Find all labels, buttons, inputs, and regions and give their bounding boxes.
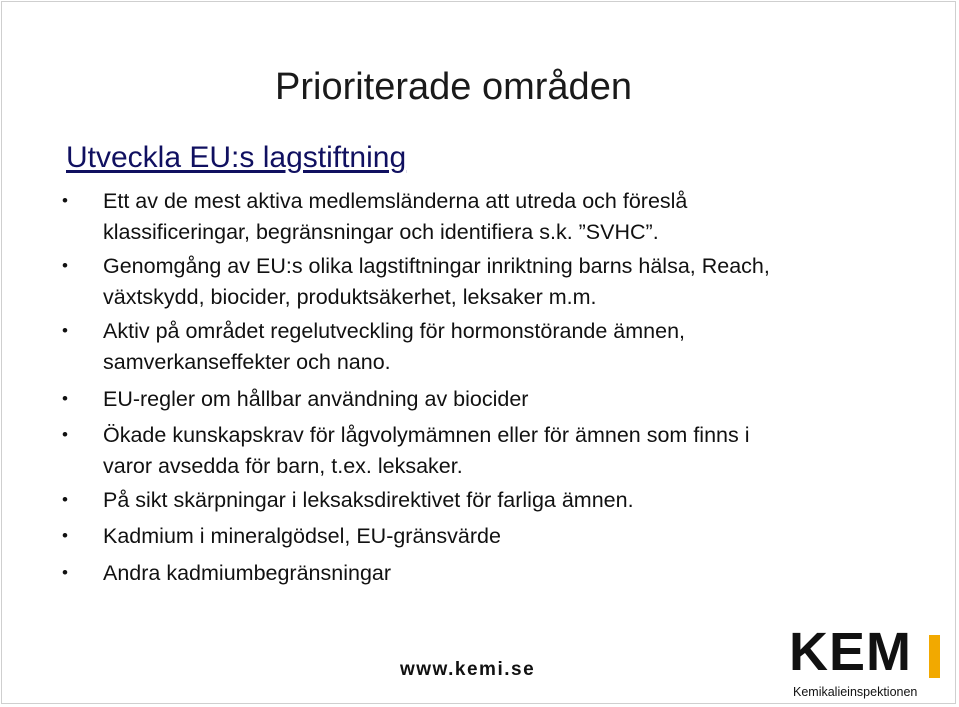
logo-subtitle: Kemikalieinspektionen (793, 685, 918, 699)
bullet-text-line: klassificeringar, begränsningar och identifiera s.k. ”SVHC”. (103, 219, 659, 244)
bullet-marker: • (62, 490, 68, 509)
bullet-text-line: Kadmium i mineralgödsel, EU-gränsvärde (103, 524, 501, 548)
bullet-text-line: Ökade kunskapskrav för lågvolymämnen eller för ämnen som finns i (103, 423, 750, 447)
slide-title: Prioriterade områden (275, 66, 632, 108)
bullet-marker: • (62, 563, 68, 582)
bullet-text-line: växtskydd, biocider, produktsäkerhet, leksaker m.m. (103, 284, 597, 309)
bullet-text-line: varor avsedda för barn, t.ex. leksaker. (103, 453, 463, 478)
logo-wordmark: KEM (789, 622, 912, 682)
bullet-marker: • (62, 321, 68, 340)
bullet-item-3 (62, 316, 902, 377)
bullet-text-line: Genomgång av EU:s olika lagstiftningar inriktning barns hälsa, Reach, (103, 254, 770, 278)
website-url: www.kemi.se (400, 659, 536, 680)
logo-accent-bar (929, 635, 940, 678)
bullet-item-7 (62, 521, 902, 552)
bullet-text-line: EU-regler om hållbar användning av biocider (103, 387, 529, 411)
slide-subtitle: Utveckla EU:s lagstiftning (66, 141, 407, 174)
bullet-item-6 (62, 485, 902, 516)
bullet-item-1 (62, 186, 902, 247)
bullet-marker: • (62, 256, 68, 275)
bullet-marker: • (62, 526, 68, 545)
bullet-marker: • (62, 191, 68, 210)
bullet-text-line: På sikt skärpningar i leksaksdirektivet för farliga ämnen. (103, 488, 634, 512)
bullet-text-line: Ett av de mest aktiva medlemsländerna att utreda och föreslå (103, 189, 688, 213)
bullet-text-line: Andra kadmiumbegränsningar (103, 561, 392, 585)
bullet-item-5 (62, 420, 902, 481)
bullet-item-4 (62, 384, 902, 415)
bullet-text-line: samverkanseffekter och nano. (103, 349, 391, 374)
bullet-item-2 (62, 251, 902, 312)
bullet-text-line: Aktiv på området regelutveckling för hormonstörande ämnen, (103, 319, 686, 343)
kemi-logo (789, 622, 949, 703)
bullet-marker: • (62, 425, 68, 444)
bullet-item-8 (62, 558, 902, 589)
bullet-marker: • (62, 389, 68, 408)
slide (1, 1, 956, 704)
